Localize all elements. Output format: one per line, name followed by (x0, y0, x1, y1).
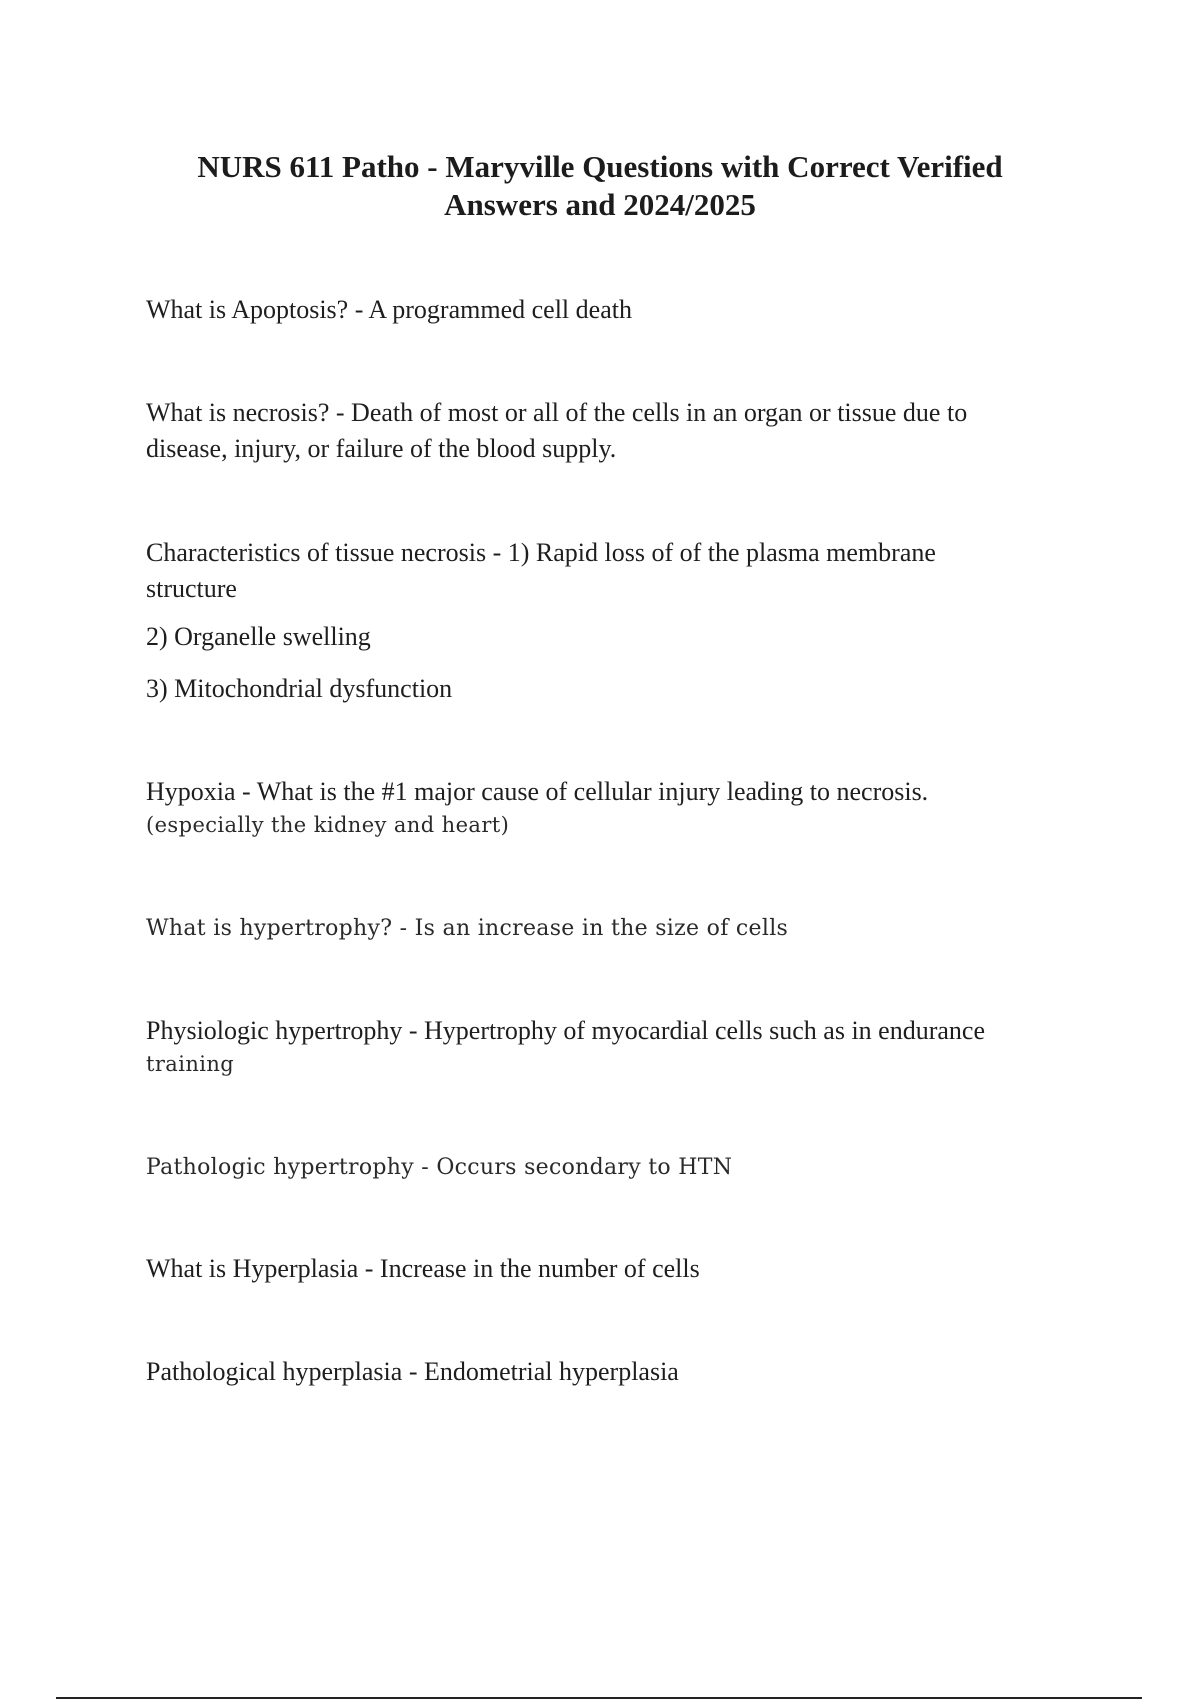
qa-entry-apoptosis (146, 292, 1066, 328)
qa-text: What is Apoptosis? - A programmed cell death (146, 295, 632, 324)
qa-entry-physiologic-hypertrophy (146, 1013, 1066, 1079)
qa-entry-tissue-necrosis (146, 535, 1066, 707)
qa-note: (especially the kidney and heart) (146, 813, 510, 837)
qa-text-line-1: Physiologic hypertrophy - Hypertrophy of myocardial cells such as in endurance (146, 1016, 985, 1045)
qa-list-item-3: 3) Mitochondrial dysfunction (146, 674, 453, 703)
qa-text-line-2: disease, injury, or failure of the blood supply. (146, 434, 617, 463)
qa-text: What is Hyperplasia - Increase in the number of cells (146, 1254, 700, 1283)
document-title (150, 148, 1050, 224)
title-line-2: Answers and 2024/2025 (444, 187, 756, 222)
qa-entry-hyperplasia (146, 1251, 1066, 1287)
qa-list-item-2: 2) Organelle swelling (146, 622, 371, 651)
qa-text-line-1: What is necrosis? - Death of most or all of the cells in an organ or tissue due to (146, 398, 968, 427)
qa-text: Pathological hyperplasia - Endometrial hyperplasia (146, 1357, 679, 1386)
qa-text: What is hypertrophy? - Is an increase in the size of cells (146, 916, 789, 941)
qa-entry-pathologic-hypertrophy (146, 1150, 1066, 1186)
qa-entry-necrosis (146, 395, 1066, 467)
title-line-1: NURS 611 Patho - Maryville Questions with Correct Verified (197, 149, 1003, 184)
footer-divider (56, 1697, 1142, 1699)
qa-entry-hypertrophy (146, 911, 1066, 947)
qa-entry-pathological-hyperplasia (146, 1354, 1066, 1390)
qa-text: Pathologic hypertrophy - Occurs secondary to HTN (146, 1155, 733, 1180)
qa-text-line-1: Hypoxia - What is the #1 major cause of cellular injury leading to necrosis. (146, 777, 929, 806)
qa-entry-hypoxia (146, 774, 1066, 840)
qa-text-line-1: Characteristics of tissue necrosis - 1) Rapid loss of of the plasma membrane (146, 538, 936, 567)
qa-text-line-2: training (146, 1052, 235, 1076)
qa-text-line-2: structure (146, 574, 237, 603)
